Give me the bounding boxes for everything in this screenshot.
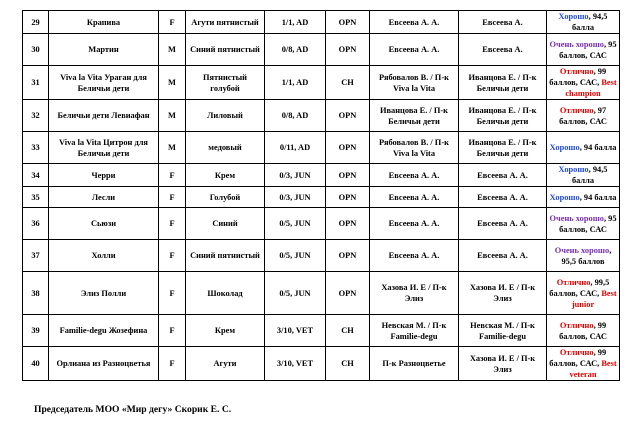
cell-color: Пятнистый голубой (186, 66, 265, 100)
rating-segment: , 97 баллов, САС (559, 105, 607, 126)
cell-cls: CH (326, 347, 370, 381)
rating-segment: Очень хорошо (549, 213, 604, 223)
cell-rating (547, 272, 620, 315)
cell-owner: Иванцова Е. / П-к Беличьи дети (459, 66, 547, 100)
rating-text (549, 192, 617, 203)
cell-sex: M (159, 66, 186, 100)
cell-rating (547, 187, 620, 208)
table-row (23, 208, 620, 240)
rating-text (549, 39, 617, 61)
rating-text (549, 164, 617, 186)
rating-text (549, 11, 617, 33)
cell-name: Сьюзи (49, 208, 159, 240)
rating-segment: , 95 баллов, САС (559, 39, 617, 60)
cell-color: Лиловый (186, 100, 265, 132)
rating-text (549, 213, 617, 235)
cell-rating (547, 315, 620, 347)
cell-name: Лесли (49, 187, 159, 208)
results-table (22, 10, 620, 381)
rating-segment: Отлично (559, 105, 594, 115)
cell-owner: Хазова И. Е / П-к Элиз (459, 347, 547, 381)
cell-breeder: Хазова И. Е / П-к Элиз (370, 272, 459, 315)
cell-cls: OPN (326, 100, 370, 132)
table-row (23, 11, 620, 34)
cell-rating (547, 100, 620, 132)
cell-sex: F (159, 187, 186, 208)
cell-rating (547, 66, 620, 100)
cell-rating (547, 347, 620, 381)
cell-rating (547, 11, 620, 34)
cell-sex: M (159, 34, 186, 66)
rating-segment: Хорошо (558, 12, 589, 21)
cell-breeder: Евсеева А. А. (370, 187, 459, 208)
rating-segment: Хорошо (558, 165, 589, 174)
cell-rating (547, 240, 620, 272)
cell-breeder: П-к Разноцветье (370, 347, 459, 381)
cell-sex: F (159, 347, 186, 381)
cell-owner: Евсеева А. (459, 34, 547, 66)
rating-segment: Отлично (559, 348, 594, 357)
rating-segment: Очень хорошо (549, 39, 604, 49)
cell-cls: OPN (326, 164, 370, 187)
cell-place: 3/10, VET (265, 347, 326, 381)
rating-segment: Отлично (559, 67, 594, 76)
rating-segment: Очень хорошо (554, 245, 610, 255)
rating-segment: Best champion (565, 78, 617, 98)
cell-num: 35 (23, 187, 49, 208)
cell-num: 29 (23, 11, 49, 34)
rating-segment: , 95 баллов, САС (559, 213, 617, 234)
cell-cls: CH (326, 315, 370, 347)
cell-breeder: Евсеева А. А. (370, 11, 459, 34)
cell-cls: OPN (326, 208, 370, 240)
rating-segment: Отлично (556, 277, 591, 287)
cell-rating (547, 132, 620, 164)
cell-place: 0/8, AD (265, 34, 326, 66)
cell-place: 1/1, AD (265, 11, 326, 34)
cell-place: 0/5, JUN (265, 240, 326, 272)
chairman-signature-line: Председатель МОО «Мир дегу» Скорик Е. С. (34, 404, 232, 415)
cell-sex: M (159, 100, 186, 132)
cell-rating (547, 208, 620, 240)
rating-segment: , 99 баллов, САС, (549, 67, 607, 87)
rating-text (549, 105, 617, 127)
cell-color: Синий пятнистый (186, 240, 265, 272)
rating-text (549, 245, 617, 267)
cell-num: 30 (23, 34, 49, 66)
cell-breeder: Рябовалов В. / П-к Viva la Vita (370, 66, 459, 100)
rating-segment: , 99,5 баллов, САС, (549, 277, 610, 298)
cell-color: Агути пятнистый (186, 11, 265, 34)
cell-owner: Евсеева А. А. (459, 187, 547, 208)
cell-place: 3/10, VET (265, 315, 326, 347)
table-row (23, 347, 620, 381)
cell-sex: F (159, 208, 186, 240)
cell-sex: F (159, 11, 186, 34)
table-row (23, 315, 620, 347)
cell-cls: CH (326, 66, 370, 100)
rating-segment: Best veteran (569, 359, 617, 379)
cell-sex: F (159, 315, 186, 347)
cell-cls: OPN (326, 272, 370, 315)
cell-owner: Хазова И. Е / П-к Элиз (459, 272, 547, 315)
cell-rating (547, 164, 620, 187)
cell-num: 38 (23, 272, 49, 315)
cell-place: 1/1, AD (265, 66, 326, 100)
cell-breeder: Евсеева А. А. (370, 164, 459, 187)
table-row (23, 272, 620, 315)
cell-breeder: Евсеева А. А. (370, 208, 459, 240)
table-row (23, 240, 620, 272)
cell-place: 0/3, JUN (265, 164, 326, 187)
cell-breeder: Евсеева А. А. (370, 240, 459, 272)
cell-breeder: Рябовалов В. / П-к Viva la Vita (370, 132, 459, 164)
cell-cls: OPN (326, 11, 370, 34)
rating-text (549, 142, 617, 153)
cell-owner: Невская М. / П-к Familie-degu (459, 315, 547, 347)
cell-num: 31 (23, 66, 49, 100)
cell-color: медовый (186, 132, 265, 164)
cell-name: Viva la Vita Ураган для Беличьи дети (49, 66, 159, 100)
cell-rating (547, 34, 620, 66)
cell-place: 0/5, JUN (265, 272, 326, 315)
rating-text (549, 66, 617, 99)
cell-name: Черри (49, 164, 159, 187)
cell-color: Голубой (186, 187, 265, 208)
rating-segment: , 95,5 баллов (561, 245, 612, 266)
cell-name: Мартин (49, 34, 159, 66)
rating-text (549, 347, 617, 380)
cell-name: Беличьи дети Левиафан (49, 100, 159, 132)
rating-segment: , 99 баллов, САС (559, 320, 607, 341)
cell-name: Элиз Полли (49, 272, 159, 315)
cell-num: 36 (23, 208, 49, 240)
cell-owner: Иванцова Е. / П-к Беличьи дети (459, 100, 547, 132)
cell-cls: OPN (326, 34, 370, 66)
cell-color: Крем (186, 315, 265, 347)
cell-num: 34 (23, 164, 49, 187)
cell-name: Familie-degu Жозефина (49, 315, 159, 347)
cell-owner: Евсеева А. А. (459, 208, 547, 240)
rating-segment: Отлично (559, 320, 594, 330)
rating-text (549, 277, 617, 310)
cell-num: 40 (23, 347, 49, 381)
cell-cls: OPN (326, 187, 370, 208)
cell-cls: OPN (326, 132, 370, 164)
rating-segment: Best junior (571, 288, 617, 309)
cell-breeder: Евсеева А. А. (370, 34, 459, 66)
cell-breeder: Иванцова Е. / П-к Беличьи дети (370, 100, 459, 132)
cell-color: Шоколад (186, 272, 265, 315)
cell-num: 39 (23, 315, 49, 347)
cell-name: Орлиана из Разноцветья (49, 347, 159, 381)
cell-name: Viva la Vita Цитрон для Беличьи дети (49, 132, 159, 164)
cell-owner: Евсеева А. (459, 11, 547, 34)
cell-sex: F (159, 240, 186, 272)
cell-place: 0/11, AD (265, 132, 326, 164)
rating-segment: Хорошо (549, 143, 580, 152)
rating-segment: , 99 баллов, САС, (549, 348, 607, 368)
cell-place: 0/8, AD (265, 100, 326, 132)
results-table-body (23, 11, 620, 381)
table-row (23, 66, 620, 100)
cell-sex: M (159, 132, 186, 164)
rating-text (549, 320, 617, 342)
cell-name: Крапива (49, 11, 159, 34)
cell-owner: Евсеева А. А. (459, 240, 547, 272)
table-row (23, 100, 620, 132)
cell-num: 33 (23, 132, 49, 164)
cell-breeder: Невская М. / П-к Familie-degu (370, 315, 459, 347)
cell-color: Синий (186, 208, 265, 240)
cell-name: Холли (49, 240, 159, 272)
table-row (23, 34, 620, 66)
cell-color: Синий пятнистый (186, 34, 265, 66)
cell-num: 32 (23, 100, 49, 132)
rating-segment: , 94 балла (579, 192, 617, 202)
cell-color: Агути (186, 347, 265, 381)
cell-place: 0/3, JUN (265, 187, 326, 208)
rating-segment: , 94 балла (579, 143, 617, 152)
cell-num: 37 (23, 240, 49, 272)
rating-segment: , 94,5 балла (571, 165, 608, 185)
cell-color: Крем (186, 164, 265, 187)
cell-place: 0/5, JUN (265, 208, 326, 240)
rating-segment: Хорошо (549, 192, 580, 202)
table-row (23, 164, 620, 187)
table-row (23, 187, 620, 208)
cell-cls: OPN (326, 240, 370, 272)
cell-sex: F (159, 164, 186, 187)
table-row (23, 132, 620, 164)
cell-sex: F (159, 272, 186, 315)
rating-segment: , 94,5 балла (571, 12, 608, 32)
cell-owner: Иванцова Е. / П-к Беличьи дети (459, 132, 547, 164)
cell-owner: Евсеева А. А. (459, 164, 547, 187)
